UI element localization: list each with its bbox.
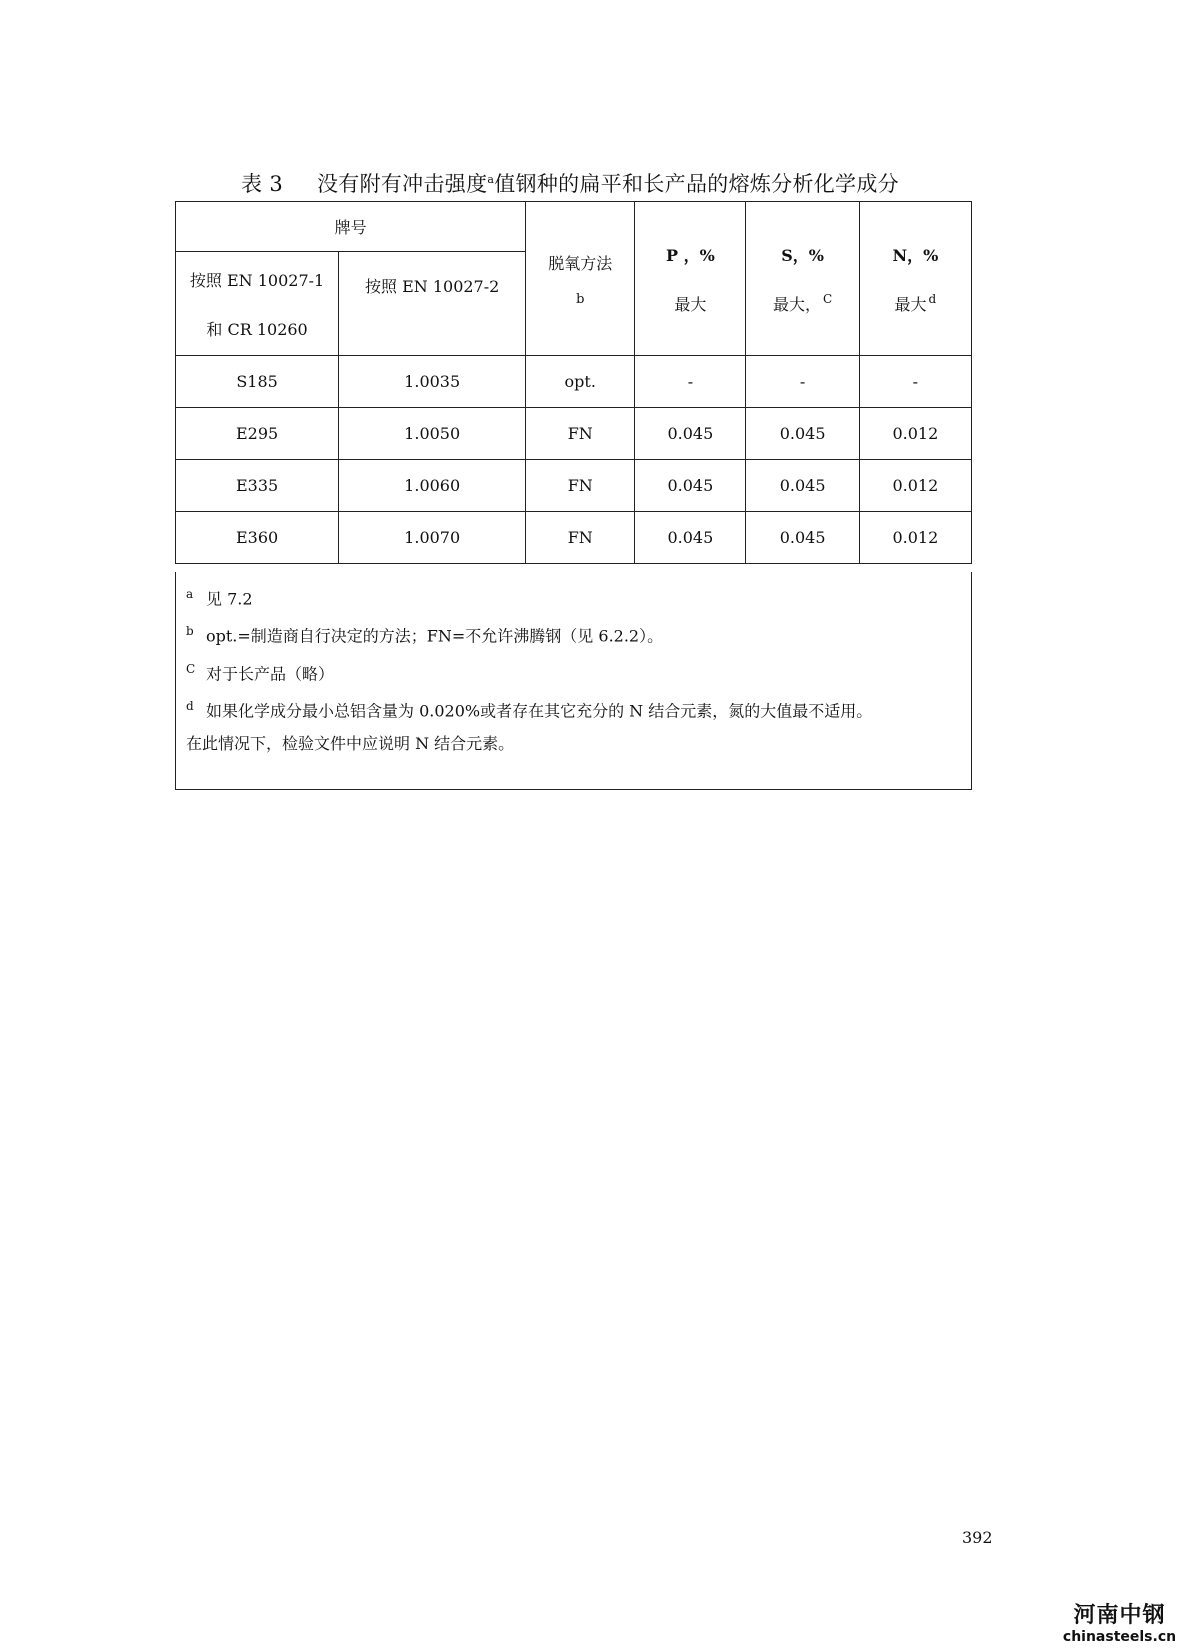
col1-header [176,252,339,356]
grade-number: 1.0050 [339,408,526,460]
watermark-en: chinasteels.cn [1062,1629,1177,1645]
note-text: 见 7.2 [206,589,253,609]
s-value: 0.045 [746,460,859,512]
note-label: C [186,661,196,676]
s-header-sup: C [823,292,833,307]
p-value: 0.045 [635,408,746,460]
n-value: 0.012 [859,512,971,564]
col1-header-line1: 按照 EN 10027-1 [189,270,325,290]
grade-number: 1.0035 [339,356,526,408]
grade-name: E360 [176,512,339,564]
n-header-max: 最大 [894,294,927,314]
note-text: 对于长产品（略） [206,663,335,683]
note-continuation: 在此情况下，检验文件中应说明 N 结合元素。 [186,734,515,754]
col2-header [339,252,526,356]
s-header-label: S，% [781,245,824,265]
grade-header: 牌号 [176,202,526,252]
n-value: - [859,356,971,408]
col1-header-line2: 和 CR 10260 [206,319,308,339]
n-header-label: N，% [892,245,939,265]
grade-number: 1.0060 [339,460,526,512]
n-header-sup: d [928,292,937,307]
s-value: 0.045 [746,408,859,460]
note-label: d [186,698,194,713]
deox-header [526,202,635,356]
n-value: 0.012 [859,408,971,460]
watermark-cn: 河南中钢 [1073,1603,1166,1628]
s-value: - [746,356,859,408]
grade-name: S185 [176,356,339,408]
note-b [186,615,961,652]
note-label: b [186,624,194,639]
deox-method: FN [526,460,635,512]
grade-name: E335 [176,460,339,512]
col2-header-label: 按照 EN 10027-2 [364,277,500,296]
deox-method: opt. [526,356,635,408]
note-text: 如果化学成分最小总铝含量为 0.020%或者存在其它充分的 N 结合元素，氮的大值最不适用。 [206,701,873,721]
table-notes [175,572,972,790]
composition-table [175,201,972,564]
p-value: 0.045 [635,512,746,564]
table-number: 表 3 [241,172,283,196]
p-header-label: P ，% [665,245,715,265]
note-d [186,690,961,727]
p-value: - [635,356,746,408]
grade-name: E295 [176,408,339,460]
n-value: 0.012 [859,460,971,512]
table-row [176,460,972,512]
note-c [186,653,961,690]
s-value: 0.045 [746,512,859,564]
table-row [176,512,972,564]
page-number: 392 [962,1528,993,1547]
table-row [176,408,972,460]
note-a [186,578,961,615]
s-header [746,202,859,356]
note-label: a [186,587,194,601]
p-header-max: 最大 [674,294,707,314]
note-text: opt.=制造商自行决定的方法；FN=不允许沸腾钢（见 6.2.2）。 [206,626,664,646]
p-value: 0.045 [635,460,746,512]
deox-method: FN [526,408,635,460]
deox-header-label: 脱氧方法 [548,253,613,273]
deox-header-sup: b [576,291,585,307]
p-header [635,202,746,356]
caption-sup: a [487,173,495,186]
table-caption [175,168,965,198]
deox-method: FN [526,512,635,564]
table-row [176,356,972,408]
caption-text-after: 值钢种的扁平和长产品的熔炼分析化学成分 [494,172,899,196]
watermark-logo [1062,1604,1177,1646]
n-header [859,202,971,356]
s-header-max: 最大， [773,294,822,314]
grade-number: 1.0070 [339,512,526,564]
caption-text-before: 没有附有冲击强度 [316,172,488,196]
